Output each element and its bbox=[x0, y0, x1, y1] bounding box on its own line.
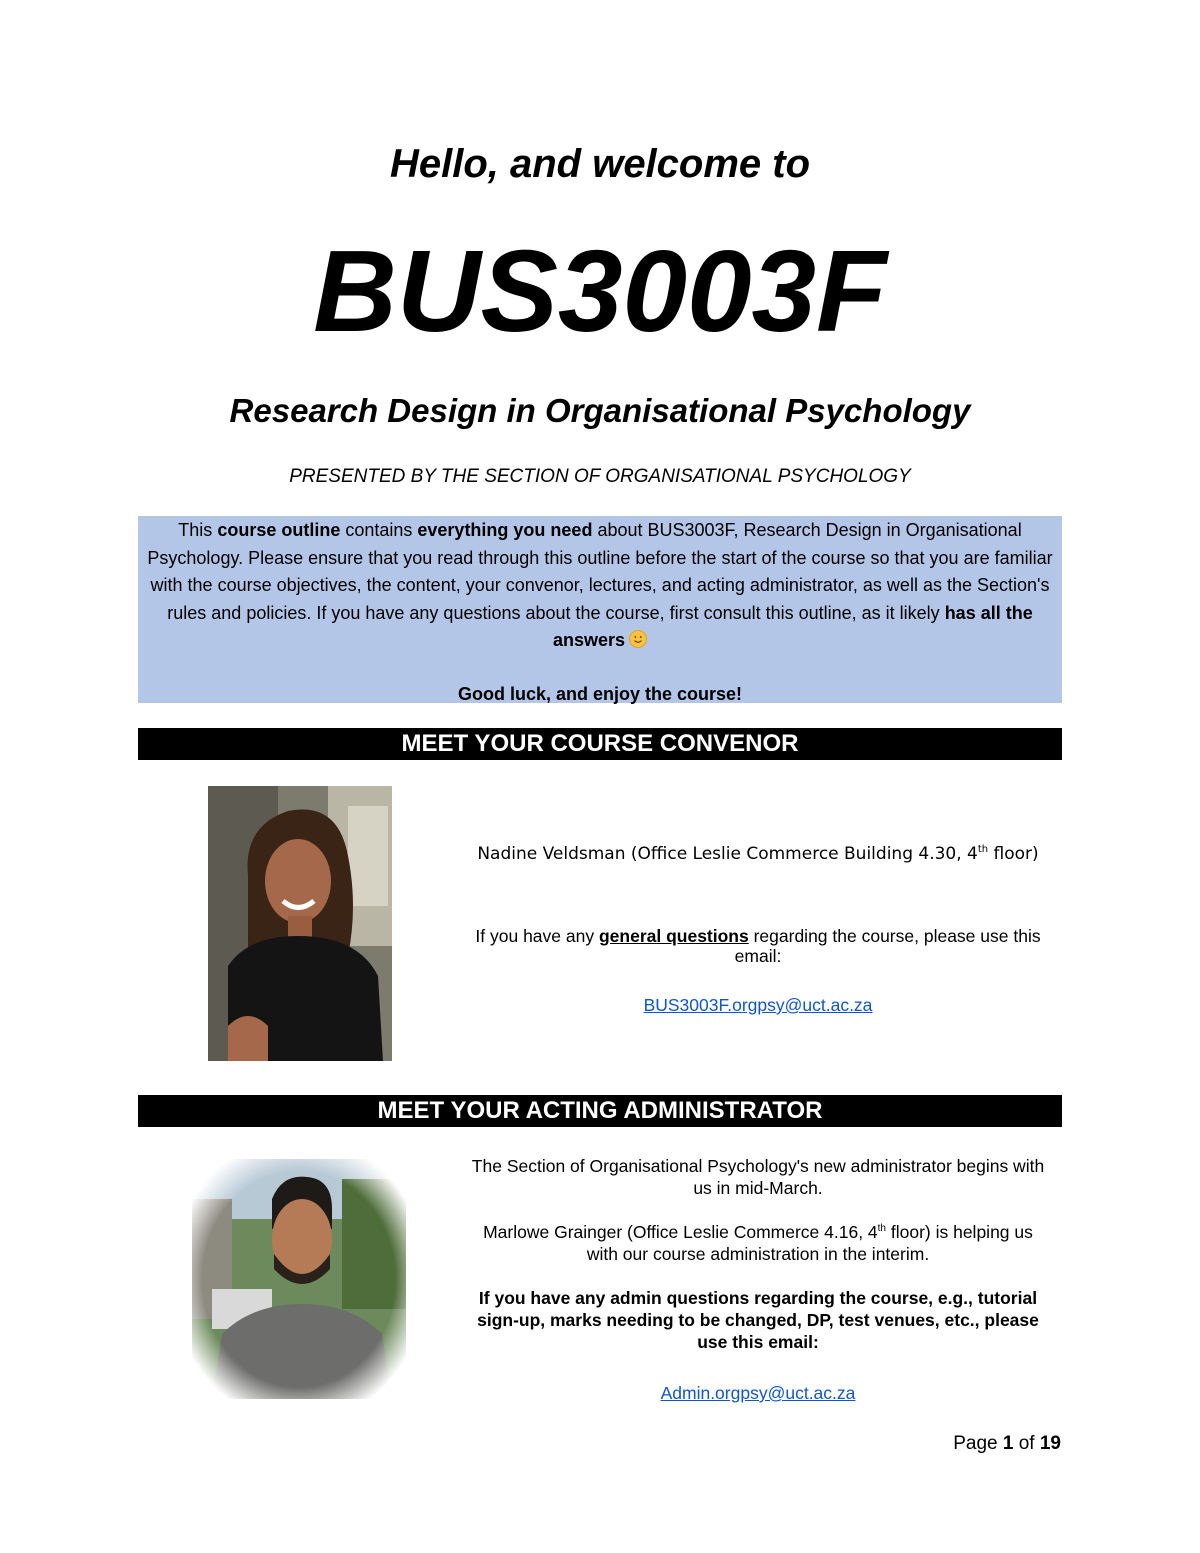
convenor-photo bbox=[208, 786, 392, 1061]
administrator-email-link[interactable]: Admin.orgpsy@uct.ac.za bbox=[660, 1383, 856, 1403]
welcome-heading: Hello, and welcome to bbox=[389, 142, 811, 186]
administrator-photo bbox=[192, 1159, 406, 1399]
administrator-name-office: Marlowe Grainger (Office Leslie Commerce 4.16, 4th floor) is helping us with our course administration in the interim. bbox=[483, 1222, 1033, 1264]
convenor-name-office: Nadine Veldsman (Office Leslie Commerce Building 4.30, 4th floor) bbox=[477, 844, 1039, 864]
administrator-email-container bbox=[470, 1383, 1046, 1404]
convenor-email-link[interactable]: BUS3003F.orgpsy@uct.ac.za bbox=[643, 995, 873, 1015]
page-number: Page 1 of 19 bbox=[953, 1433, 1061, 1454]
good-luck-text: Good luck, and enjoy the course! bbox=[457, 683, 743, 704]
intro-paragraph: This course outline contains everything you need about BUS3003F, Research Design in Organisational Psychology. Please ensure that you read through this outline before the start of the course so that you are familiar with the course objectives, the content, your convenor, lectures, and acting administrator, as well as the Section's rules and policies. If you have any questions about the course, first consult this outline, as it likely has all the answers bbox=[147, 520, 1053, 650]
administrator-section-heading: MEET YOUR ACTING ADMINISTRATOR bbox=[138, 1095, 1062, 1127]
admin-questions-text: If you have any admin questions regarding the course, e.g., tutorial sign-up, marks needing to be changed, DP, test venues, etc., please use this email: bbox=[477, 1288, 1039, 1352]
intro-box bbox=[138, 516, 1062, 703]
presented-by: PRESENTED BY THE SECTION OF ORGANISATIONAL PSYCHOLOGY bbox=[289, 466, 911, 487]
convenor-email-container bbox=[470, 995, 1046, 1016]
convenor-section-heading: MEET YOUR COURSE CONVENOR bbox=[138, 728, 1062, 760]
administrator-intro-text: The Section of Organisational Psychology's new administrator begins with us in mid-March. bbox=[471, 1156, 1045, 1198]
general-questions-text: If you have any general questions regarding the course, please use this email: bbox=[475, 926, 1041, 966]
course-code: BUS3003F bbox=[313, 226, 887, 356]
course-title: Research Design in Organisational Psychology bbox=[229, 392, 971, 429]
administrator-info bbox=[470, 1155, 1046, 1375]
smiley-icon bbox=[629, 630, 647, 648]
